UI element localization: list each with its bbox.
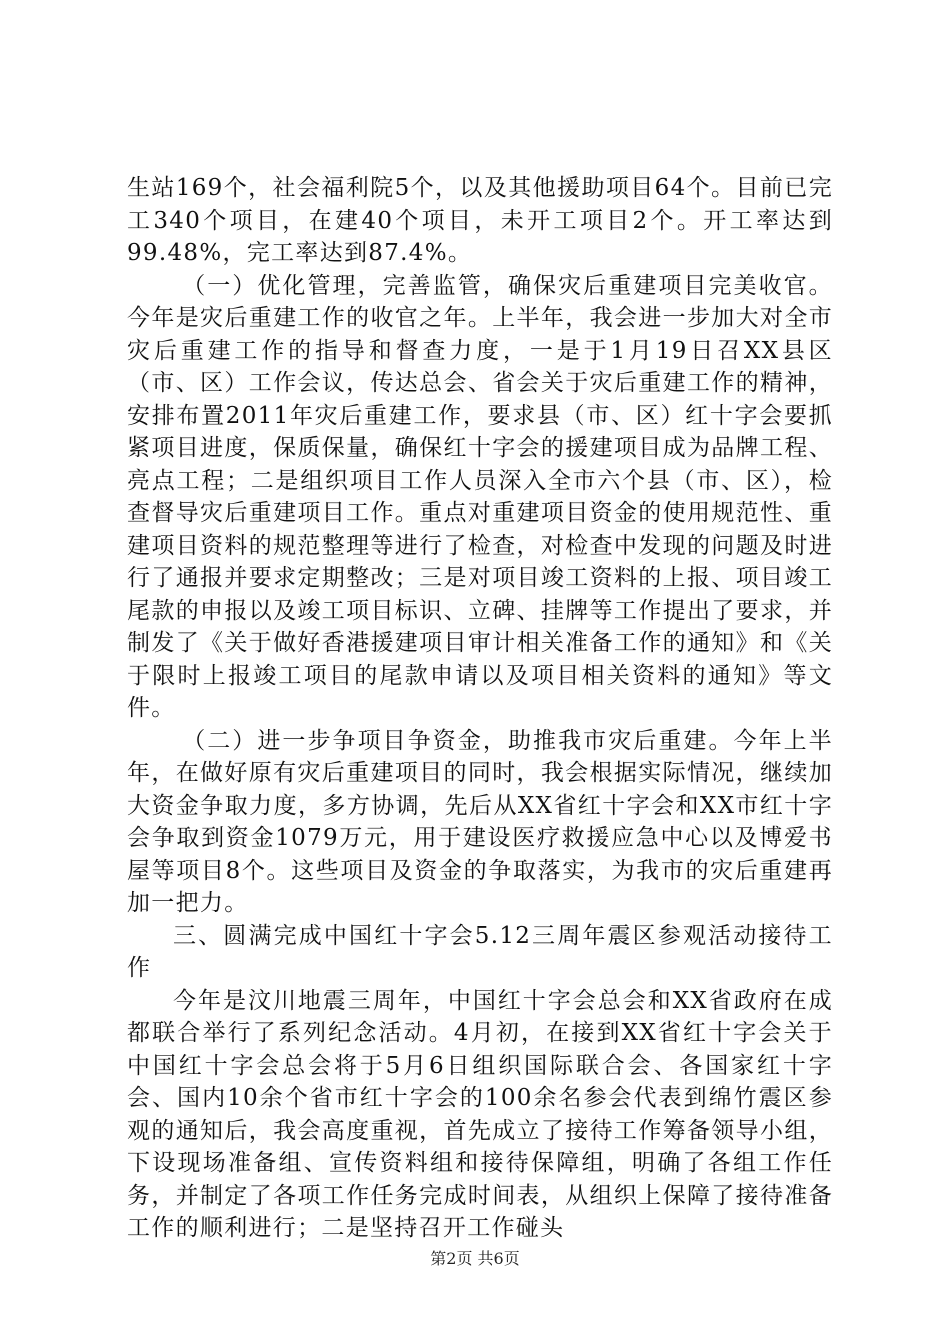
paragraph-section-one: （一）优化管理，完善监管，确保灾后重建项目完美收官。今年是灾后重建工作的收官之年。上半年，我会进一步加大对全市灾后重建工作的指导和督查力度，一是于1月19日召XX县区（市、区）工作会议，传达总会、省会关于灾后重建工作的精神，安排布置2011年灾后重建工作，要求县（市、区）红十字会要抓紧项目进度，保质保量，确保红十字会的援建项目成为品牌工程、亮点工程；二是组织项目工作人员深入全市六个县（市、区），检查督导灾后重建项目工作。重点对重建项目资金的使用规范性、重建项目资料的规范整理等进行了检查，对检查中发现的问题及时进行了通报并要求定期整改；三是对项目竣工资料的上报、项目竣工尾款的申报以及竣工项目标识、立碑、挂牌等工作提出了要求，并制发了《关于做好香港援建项目审计相关准备工作的通知》和《关于限时上报竣工项目的尾款申请以及项目相关资料的通知》等文件。	[127, 272, 833, 721]
paragraph-section-three: 今年是汶川地震三周年，中国红十字会总会和XX省政府在成都联合举行了系列纪念活动。4月初，在接到XX省红十字会关于中国红十字会总会将于5月6日组织国际联合会、各国家红十字会、国内10余个省市红十字会的100余名参会代表到绵竹震区参观的通知后，我会高度重视，首先成立了接待工作筹备领导小组，下设现场准备组、宣传资料组和接待保障组，明确了各组工作任务，并制定了各项工作任务完成时间表，从组织上保障了接待准备工作的顺利进行；二是坚持召开工作碰头	[127, 987, 833, 1241]
page-number-footer: 第2页 共6页	[430, 1249, 520, 1268]
section-heading-three: 三、圆满完成中国红十字会5.12三周年震区参观活动接待工作	[127, 922, 833, 981]
paragraph-section-two: （二）进一步争项目争资金，助推我市灾后重建。今年上半年，在做好原有灾后重建项目的同时，我会根据实际情况，继续加大资金争取力度，多方协调，先后从XX省红十字会和XX市红十字会争取到资金1079万元，用于建设医疗救援应急中心以及博爱书屋等项目8个。这些项目及资金的争取落实，为我市的灾后重建再加一把力。	[127, 727, 833, 916]
paragraph-statistics: 生站169个，社会福利院5个，以及其他援助项目64个。目前已完工340个项目，在建40个项目，未开工项目2个。开工率达到99.48%，完工率达到87.4%。	[127, 175, 833, 266]
document-body	[127, 172, 833, 1245]
